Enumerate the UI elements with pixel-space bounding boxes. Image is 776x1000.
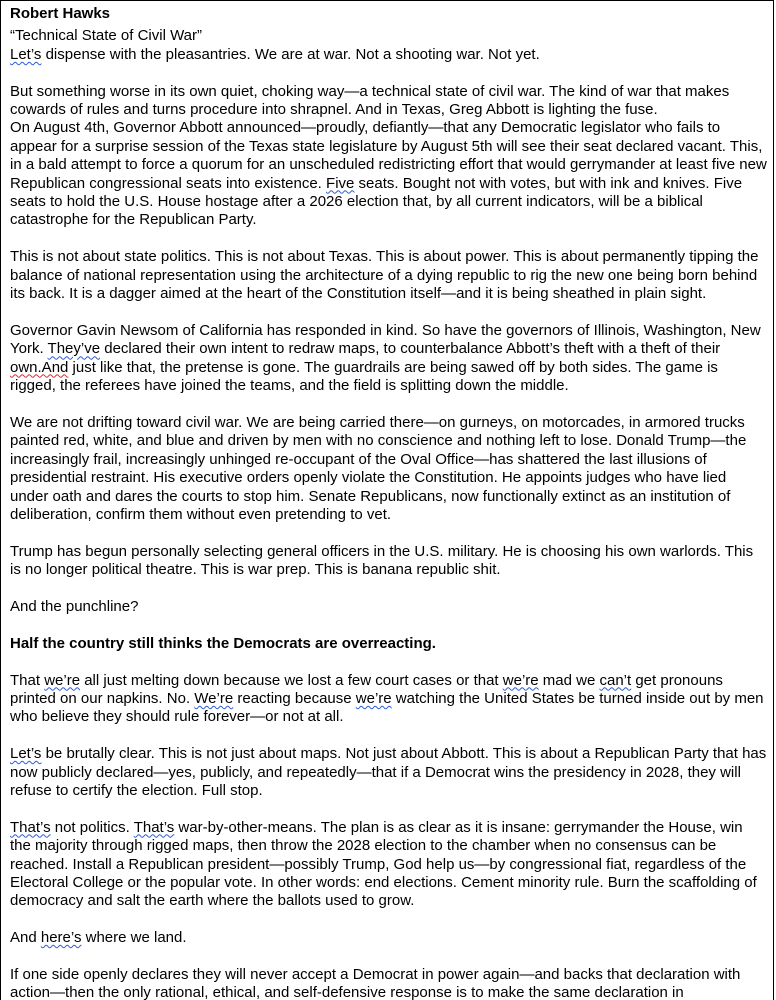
grammar-flag[interactable]: We’re: [194, 689, 234, 707]
paragraph-7: Trump has begun personally selecting general officers in the U.S. military. He is choosing his own warlords. This is no longer political theatre. This is war prep. This is banana republic shit.: [10, 542, 754, 579]
paragraph-5: Governor Gavin Newsom of California has responded in kind. So have the governors of Illinois, Washington, New York. They’ve declared their own intent to redraw maps, to counterbalance Abbott’s theft with a theft of their own.And just like that, the pretense is gone. The guardrails are being sawed off by both sides. The game is rigged, the referees have joined the teams, and the field is splitting down the middle.: [10, 321, 761, 395]
paragraph-6: We are not drifting toward civil war. We are being carried there—on gurneys, on motorcades, in armored trucks painted red, white, and blue and driven by men with no conscience and nothing left to lose. Donald Trump—the increasingly frail, increasingly unhinged re-occupant of the Oval Office—has shattered the last illusions of presidential restraint. His executive orders openly violate the Constitution. He appoints judges who have lied under oath and dares the courts to stop him. Senate Republicans, now functionally extinct as an institution of deliberation, confirm them without even pretending to vet.: [10, 413, 747, 523]
paragraph-13: And here’s where we land.: [10, 929, 187, 947]
paragraph-12: That’s not politics. That’s war-by-other-means. The plan is as clear as it is insane: gerrymander the House, win the majority through rigged maps, then throw the 2028 election to the chamber when no consensus can be reached. Install a Republican president—possibly Trump, God help us—by congressional fiat, regardless of the Electoral College or the popular vote. In other words: end elections. Cement minority rule. Burn the scaffolding of democracy and salt the earth where the ballots used to grow.: [10, 818, 757, 910]
paragraph-4: This is not about state politics. This is not about Texas. This is about power. This is about permanently tipping the balance of national representation using the architecture of a dying republic to rig the new one being born behind its back. It is a dagger aimed at the heart of the Constitution itself—and it is being sheathed in plain sight.: [10, 248, 759, 303]
grammar-flag[interactable]: Let’s: [10, 745, 42, 763]
grammar-flag[interactable]: That’s: [10, 818, 51, 836]
grammar-flag[interactable]: They’ve: [47, 340, 101, 358]
grammar-flag[interactable]: we’re: [355, 689, 392, 707]
spelling-flag[interactable]: own.And: [10, 358, 69, 376]
paragraph-10: That we’re all just melting down because we lost a few court cases or that we’re mad we can’t get pronouns printed on our napkins. No. We’re reacting because we’re watching the United States be turned inside out by men who believe they should rule forever—or not at all.: [10, 671, 764, 726]
grammar-flag[interactable]: Five: [326, 174, 355, 192]
paragraph-8: And the punchline?: [10, 597, 139, 615]
paragraph-1: Let’s dispense with the pleasantries. We are at war. Not a shooting war. Not yet.: [10, 45, 540, 63]
paragraph-14: If one side openly declares they will never accept a Democrat in power again—and backs that declaration with action—then the only rational, ethical, and self-defensive response is to make the same declaration in: [10, 965, 741, 1000]
paragraph-2: But something worse in its own quiet, choking way—a technical state of civil war. The kind of war that makes cowards of rules and turns procedure into shrapnel. And in Texas, Greg Abbott is lighting the fuse.: [10, 82, 730, 119]
grammar-flag[interactable]: we’re: [502, 671, 539, 689]
paragraph-11: Let’s be brutally clear. This is not just about maps. Not just about Abbott. This is about a Republican Party that has now publicly declared—yes, publicly, and repeatedly—that if a Democrat wins the presidency in 2028, they will refuse to certify the election. Full stop.: [10, 745, 767, 799]
grammar-flag[interactable]: can’t: [599, 671, 632, 689]
paragraph-3: On August 4th, Governor Abbott announced—proudly, defiantly—that any Democratic legislator who fails to appear for a surprise session of the Texas state legislature by August 5th will see their seat declared vacant. This, in a bald attempt to force a quorum for an unscheduled redistricting effort that would gerrymander at least five new Republican congressional seats into existence. Five seats. Bought not with votes, but with ink and knives. Five seats to hold the U.S. House hostage after a 2026 election that, by all current indicators, will be a biblical catastrophe for the Republican Party.: [10, 119, 767, 229]
grammar-flag[interactable]: Let’s: [10, 45, 42, 63]
grammar-flag[interactable]: That’s: [133, 818, 175, 836]
grammar-flag[interactable]: we’re: [44, 671, 81, 689]
grammar-flag[interactable]: here’s: [40, 929, 82, 947]
document-body[interactable]: [1, 1, 773, 1000]
paragraph-9-bold: Half the country still thinks the Democrats are overreacting.: [10, 634, 436, 652]
article-title: “Technical State of Civil War”: [10, 27, 202, 45]
author-name: Robert Hawks: [10, 5, 111, 22]
